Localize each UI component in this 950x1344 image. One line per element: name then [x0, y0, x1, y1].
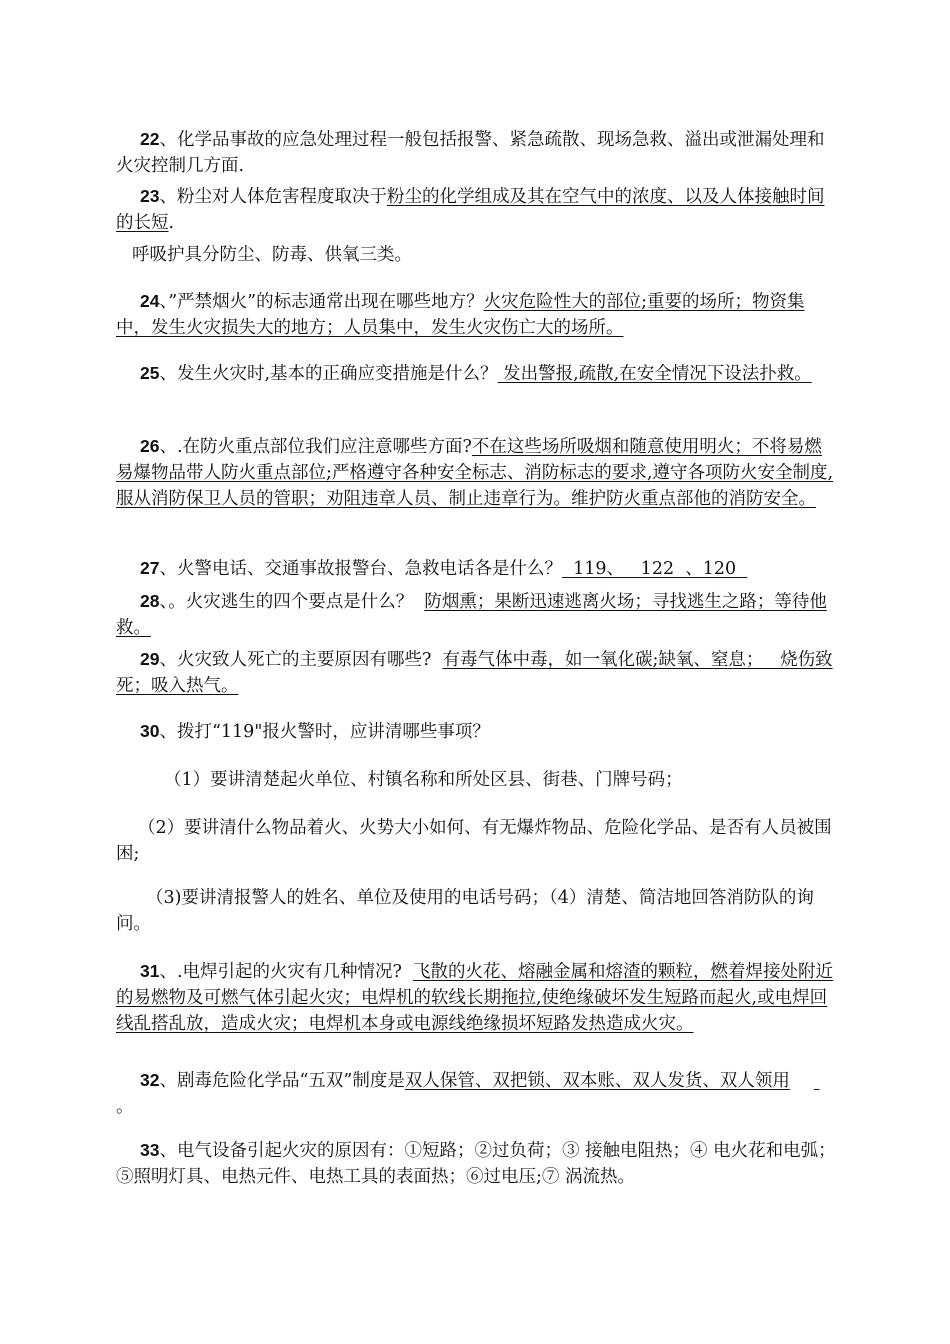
question-23: 23、粉尘对人体危害程度取决于粉尘的化学组成及其在空气中的浓度、以及人体接触时间的长短.: [116, 186, 825, 233]
answer-23: 粉尘的化学组成及其在空气中的浓度、以及人体接触时间的长短: [116, 187, 825, 233]
answer-28: 防烟熏；果断迅速逃离火场；寻找逃生之路；等待他救。: [116, 592, 827, 638]
respirator-note: 呼吸护具分防尘、防毒、供氧三类。: [132, 245, 412, 265]
question-27: 27、火警电话、交通事故报警台、急救电话各是什么？ 119、 122 、120: [140, 558, 748, 579]
question-30: 30、拨打“119"报火警时，应讲清哪些事项？: [140, 721, 490, 742]
question-30-item-3: （3)要讲清报警人的姓名、单位及使用的电话号码；（4）清楚、简洁地回答消防队的询问。: [116, 888, 814, 934]
answer-25: 发出警报,疏散,在安全情况下设法扑救。: [497, 364, 812, 384]
question-28: 28、。火灾逃生的四个要点是什么？ 防烟熏；果断迅速逃离火场；寻找逃生之路；等待他救。: [116, 591, 827, 638]
answer-32-blank: [790, 1068, 826, 1094]
question-25: 25、发生火灾时,基本的正确应变措施是什么？ 发出警报,疏散,在安全情况下设法扑救。: [140, 363, 812, 384]
answer-29: 有毒气体中毒，如一氧化碳;缺氧、窒息； 烧伤致死；吸入热气。: [116, 650, 833, 696]
question-31: 31、.电焊引起的火灾有几种情况? 飞散的火花、熔融金属和熔渣的颗粒，燃着焊接处附近的易燃物及可燃气体引起火灾；电焊机的软线长期拖拉,使绝缘破坏发生短路而起火,或电焊回线乱搭乱放，造成火灾；电焊机本身或电源线绝缘损坏短路发热造成火灾。: [116, 961, 834, 1034]
answer-26: 不在这些场所吸烟和随意使用明火；不将易燃易爆物品带人防火重点部位;严格遵守各种安全标志、消防标志的要求,遵守各项防火安全制度,服从消防保卫人员的管职；劝阻违章人员、制止违章行为。维护防火重点部他的消防安全。: [116, 437, 834, 509]
question-22: 22、化学品事故的应急处理过程一般包括报警、紧急疏散、现场急救、溢出或泄漏处理和火灾控制几方面.: [116, 129, 825, 176]
answer-31: 飞散的火花、熔融金属和熔渣的颗粒，燃着焊接处附近的易燃物及可燃气体引起火灾；电焊机的软线长期拖拉,使绝缘破坏发生短路而起火,或电焊回线乱搭乱放，造成火灾；电焊机本身或电源线绝缘损坏短路发热造成火灾。: [116, 962, 834, 1034]
question-29: 29、火灾致人死亡的主要原因有哪些? 有毒气体中毒，如一氧化碳;缺氧、窒息； 烧伤致死；吸入热气。: [116, 649, 833, 696]
question-30-item-2: （2）要讲清什么物品着火、火势大小如何、有无爆炸物品、危险化学品、是否有人员被围困;: [116, 818, 832, 864]
question-30-item-1: （1）要讲清楚起火单位、村镇名称和所处区县、街巷、门牌号码；: [164, 770, 683, 790]
answer-27: 119、 122 、120: [561, 559, 748, 579]
answer-24: 火灾危险性大的部位;重要的场所；物资集中，发生火灾损失大的地方；人员集中，发生火灾伤亡大的场所。: [116, 292, 805, 338]
answer-32: 双人保管、双把锁、双本账、双人发货、双人领用: [404, 1071, 790, 1091]
question-33: 33、电气设备引起火灾的原因有：①短路；②过负荷；③ 接触电阻热；④ 电火花和电弧；⑤照明灯具、电热元件、电热工具的表面热；⑥过电压;⑦ 涡流热。: [116, 1140, 836, 1187]
question-26: 26、.在防火重点部位我们应注意哪些方面?不在这些场所吸烟和随意使用明火；不将易燃易爆物品带人防火重点部位;严格遵守各种安全标志、消防标志的要求,遵守各项防火安全制度,服从消防保卫人员的管职；劝阻违章人员、制止违章行为。维护防火重点部他的消防安全。: [116, 436, 834, 509]
question-32: 32、剧毒危险化学品“五双”制度是双人保管、双把锁、双本账、双人发货、双人领用 。: [116, 1067, 836, 1120]
question-24: 24、”严禁烟火”的标志通常出现在哪些地方？火灾危险性大的部位;重要的场所；物资集中，发生火灾损失大的地方；人员集中，发生火灾伤亡大的场所。: [116, 291, 805, 338]
